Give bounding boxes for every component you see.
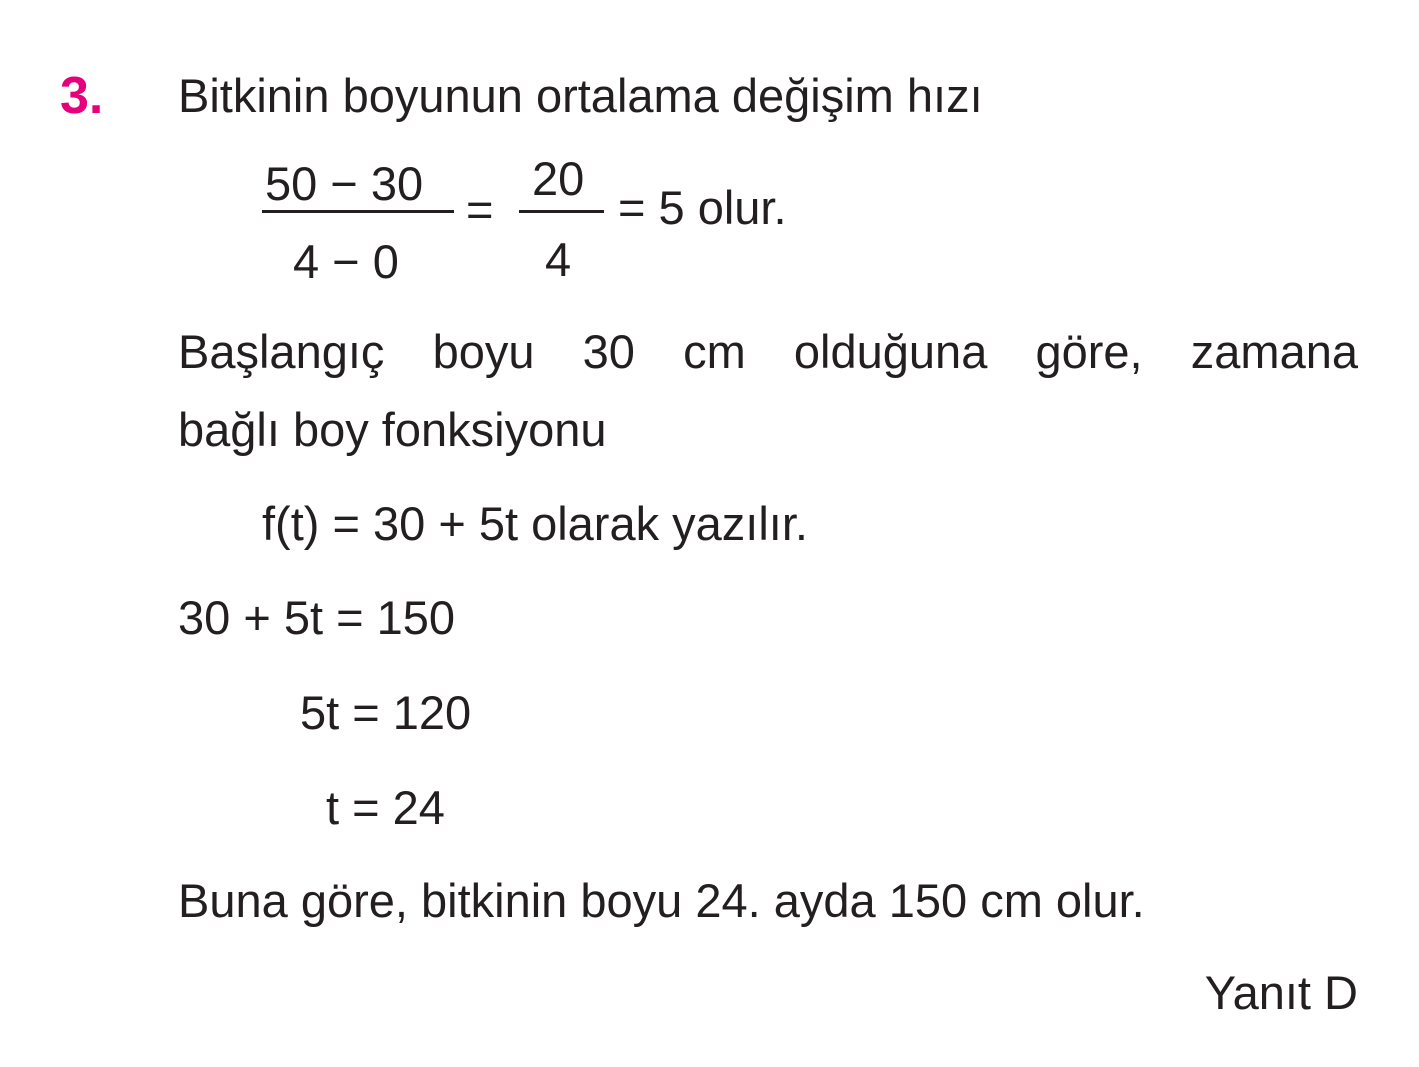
conclusion: Buna göre, bitkinin boyu 24. ayda 150 cm olur. bbox=[178, 874, 1145, 927]
problem-number: 3. bbox=[60, 67, 104, 125]
problem-intro: Bitkinin boyunun ortalama değişim hızı bbox=[178, 69, 983, 122]
rate-result: = 5 olur. bbox=[618, 181, 787, 234]
paragraph-line-2: bağlı boy fonksiyonu bbox=[178, 403, 607, 456]
fraction-2-denominator: 4 bbox=[545, 233, 572, 286]
fraction-2-bar bbox=[519, 210, 604, 213]
answer: Yanıt D bbox=[1204, 966, 1358, 1019]
fraction-1-denominator: 4 − 0 bbox=[293, 235, 399, 288]
fraction-1-bar bbox=[262, 210, 454, 213]
equals-sign: = bbox=[466, 183, 494, 236]
solution-step-2: 5t = 120 bbox=[300, 686, 472, 739]
fraction-2-numerator: 20 bbox=[532, 152, 585, 205]
paragraph-line-1: Başlangıç boyu 30 cm olduğuna göre, zamana bbox=[178, 325, 1358, 378]
fraction-1-numerator: 50 − 30 bbox=[265, 157, 424, 210]
solution-step-3: t = 24 bbox=[326, 781, 445, 834]
function-definition: f(t) = 30 + 5t olarak yazılır. bbox=[262, 497, 808, 550]
solution-step-1: 30 + 5t = 150 bbox=[178, 591, 456, 644]
